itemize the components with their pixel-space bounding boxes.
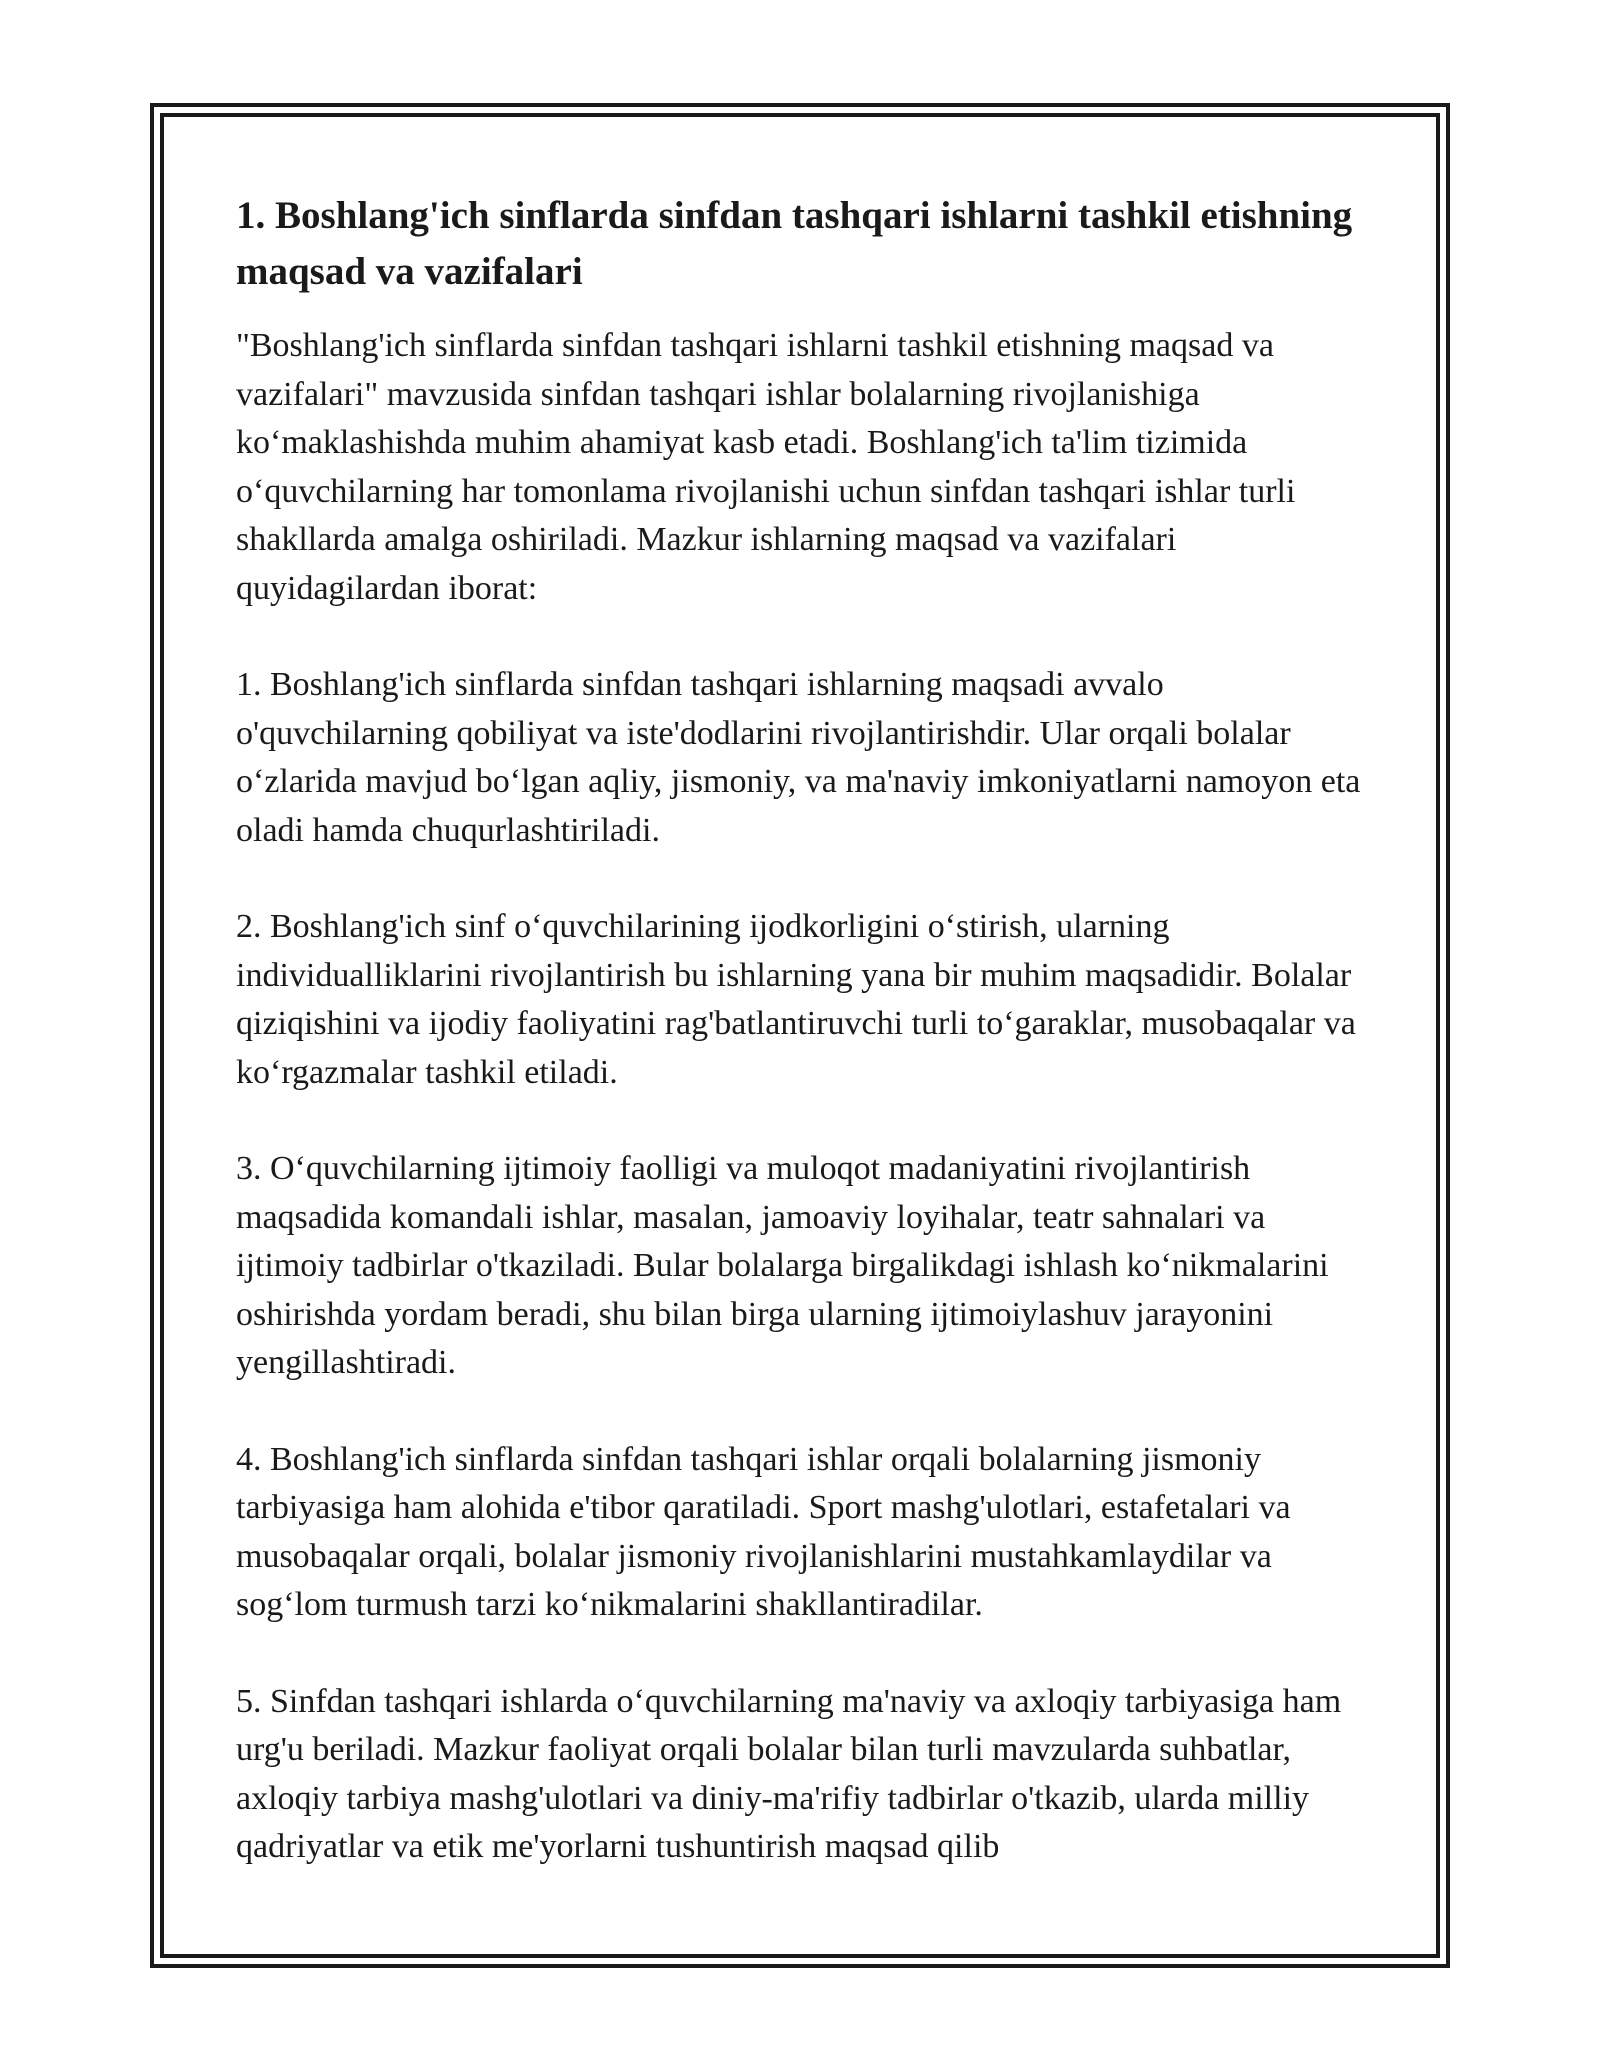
intro-paragraph: "Boshlang'ich sinflarda sinfdan tashqari ishlarni tashkil etishning maqsad va vazifalari" mavzusida sinfdan tashqari ishlar bolalarning rivojlanishiga ko‘maklashishda muhim ahamiyat kasb etadi. Boshlang'ich ta'lim tizimida o‘quvchilarning har tomonlama rivojlanishi uchun sinfdan tashqari ishlar turli shakllarda amalga oshiriladi. Mazkur ishlarning maqsad va vazifalari quyidagilardan iborat: [236,327,1296,607]
document-body [236,188,1376,1920]
paragraph-item-3: 3. O‘quvchilarning ijtimoiy faolligi va muloqot madaniyatini rivojlantirish maqsadida komandali ishlar, masalan, jamoaviy loyihalar, teatr sahnalari va ijtimoiy tadbirlar o'tkaziladi. Bular bolalarga birgalikdagi ishlash ko‘nikmalarini oshirishda yordam beradi, shu bilan birga ularning ijtimoiylashuv jarayonini yengillashtiradi. [236,1150,1329,1381]
paragraph-item-4: 4. Boshlang'ich sinflarda sinfdan tashqari ishlar orqali bolalarning jismoniy tarbiyasiga ham alohida e'tibor qaratiladi. Sport mashg'ulotlari, estafetalari va musobaqalar orqali, bolalar jismoniy rivojlanishlarini mustahkamlaydilar va sog‘lom turmush tarzi ko‘nikmalarini shakllantiradilar. [236,1440,1291,1623]
paragraph-item-1: 1. Boshlang'ich sinflarda sinfdan tashqari ishlarning maqsadi avvalo o'quvchilarning qobiliyat va iste'dodlarini rivojlantirishdir. Ular orqali bolalar o‘zlarida mavjud bo‘lgan aqliy, jismoniy, va ma'naviy imkoniyatlarni namoyon eta oladi hamda chuqurlashtiriladi. [236,666,1361,849]
section-heading: 1. Boshlang'ich sinflarda sinfdan tashqari ishlarni tashkil etishning maqsad va vazifalari [236,194,1353,293]
paragraph-item-5: 5. Sinfdan tashqari ishlarda o‘quvchilarning ma'naviy va axloqiy tarbiyasiga ham urg'u beriladi. Mazkur faoliyat orqali bolalar bilan turli mavzularda suhbatlar, axloqiy tarbiya mashg'ulotlari va diniy-ma'rifiy tadbirlar o'tkazib, ularda milliy qadriyatlar va etik me'yorlarni tushuntirish maqsad qilib [236,1682,1342,1865]
paragraph-item-2: 2. Boshlang'ich sinf o‘quvchilarining ijodkorligini o‘stirish, ularning individualliklarini rivojlantirish bu ishlarning yana bir muhim maqsadidir. Bolalar qiziqishini va ijodiy faoliyatini rag'batlantiruvchi turli to‘garaklar, musobaqalar va ko‘rgazmalar tashkil etiladi. [236,908,1356,1091]
